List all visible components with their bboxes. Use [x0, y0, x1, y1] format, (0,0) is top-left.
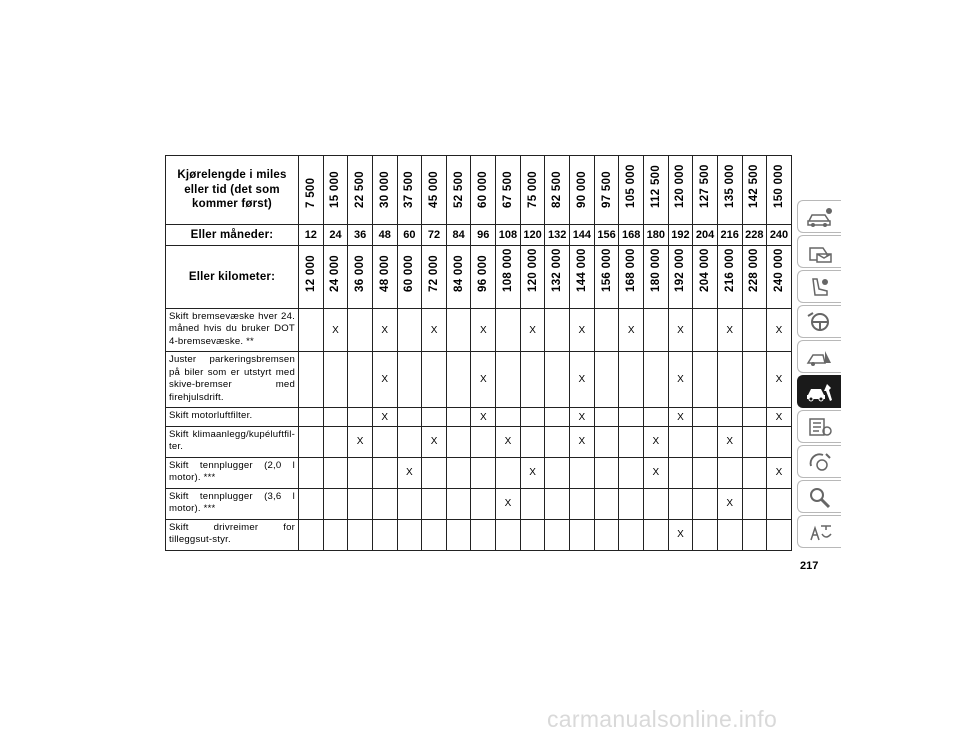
miles-label: Kjørelengde i miles eller tid (det som kommer først) — [166, 156, 299, 225]
task-mark — [397, 408, 422, 426]
miles-cell — [545, 156, 570, 225]
task-mark: X — [348, 426, 373, 457]
km-cell — [496, 246, 521, 309]
task-mark — [693, 457, 718, 488]
km-row — [166, 246, 792, 309]
km-value: 180 000 — [649, 248, 662, 292]
task-mark — [372, 426, 397, 457]
task-mark — [619, 426, 644, 457]
task-mark — [496, 457, 521, 488]
chapter-tab[interactable] — [797, 340, 841, 373]
task-row — [166, 426, 792, 457]
maintenance-schedule-table — [165, 155, 792, 551]
task-mark — [668, 426, 693, 457]
language-icon — [805, 520, 835, 544]
task-mark — [446, 352, 471, 408]
miles-cell — [520, 156, 545, 225]
task-mark — [446, 426, 471, 457]
task-mark — [594, 457, 619, 488]
km-value: 132 000 — [551, 248, 564, 292]
steering-wheel-icon — [805, 310, 835, 334]
miles-value: 7 500 — [304, 177, 317, 208]
task-mark — [545, 519, 570, 550]
task-row — [166, 457, 792, 488]
task-mark — [422, 519, 447, 550]
km-cell — [422, 246, 447, 309]
task-mark — [299, 352, 324, 408]
months-value: 72 — [422, 225, 447, 246]
task-mark: X — [717, 309, 742, 352]
months-value: 60 — [397, 225, 422, 246]
task-mark: X — [471, 352, 496, 408]
task-mark — [717, 519, 742, 550]
chapter-tab[interactable] — [797, 375, 841, 408]
task-row — [166, 408, 792, 426]
miles-cell — [323, 156, 348, 225]
task-mark: X — [717, 426, 742, 457]
task-mark — [742, 488, 767, 519]
task-mark — [323, 352, 348, 408]
task-mark — [520, 488, 545, 519]
months-value: 192 — [668, 225, 693, 246]
km-value: 60 000 — [403, 255, 416, 292]
miles-value: 90 000 — [575, 171, 588, 208]
crash-icon — [805, 345, 835, 369]
task-mark: X — [422, 309, 447, 352]
chapter-tabs — [797, 200, 841, 550]
task-mark — [348, 309, 373, 352]
miles-value: 30 000 — [378, 171, 391, 208]
months-value: 96 — [471, 225, 496, 246]
task-mark: X — [668, 408, 693, 426]
task-mark — [594, 519, 619, 550]
miles-cell — [693, 156, 718, 225]
task-mark — [619, 519, 644, 550]
task-mark — [348, 519, 373, 550]
months-value: 144 — [570, 225, 595, 246]
task-mark: X — [717, 488, 742, 519]
page-number: 217 — [800, 560, 819, 572]
km-cell — [471, 246, 496, 309]
miles-value: 82 500 — [551, 171, 564, 208]
months-value: 108 — [496, 225, 521, 246]
task-mark — [594, 426, 619, 457]
task-mark: X — [643, 426, 668, 457]
miles-value: 45 000 — [428, 171, 441, 208]
task-mark: X — [668, 352, 693, 408]
task-mark — [348, 408, 373, 426]
km-cell — [693, 246, 718, 309]
miles-cell — [348, 156, 373, 225]
months-value: 24 — [323, 225, 348, 246]
miles-cell — [299, 156, 324, 225]
task-row — [166, 488, 792, 519]
task-row — [166, 519, 792, 550]
chapter-tab[interactable] — [797, 235, 841, 268]
task-mark — [693, 352, 718, 408]
km-value: 96 000 — [477, 255, 490, 292]
task-mark — [717, 408, 742, 426]
task-mark — [545, 457, 570, 488]
task-label: Skift motorluftfilter. — [166, 408, 299, 426]
km-value: 108 000 — [501, 248, 514, 292]
task-mark — [643, 488, 668, 519]
task-mark — [299, 457, 324, 488]
task-mark — [594, 408, 619, 426]
km-value: 204 000 — [699, 248, 712, 292]
task-mark: X — [372, 352, 397, 408]
task-mark: X — [471, 408, 496, 426]
months-value: 84 — [446, 225, 471, 246]
task-mark: X — [668, 309, 693, 352]
task-mark — [422, 352, 447, 408]
km-value: 192 000 — [674, 248, 687, 292]
months-value: 240 — [767, 225, 792, 246]
task-mark — [545, 488, 570, 519]
task-row — [166, 309, 792, 352]
chapter-tab[interactable] — [797, 410, 841, 443]
task-mark — [496, 352, 521, 408]
task-mark: X — [372, 408, 397, 426]
task-mark: X — [323, 309, 348, 352]
task-mark — [446, 457, 471, 488]
task-mark — [643, 309, 668, 352]
miles-value: 105 000 — [625, 164, 638, 208]
task-label: Skift bremsevæske hver 24. måned hvis du bruker DOT 4-bremsevæske. ** — [166, 309, 299, 352]
miles-value: 75 000 — [526, 171, 539, 208]
car-info-icon — [805, 205, 835, 229]
task-mark — [643, 408, 668, 426]
task-mark — [372, 457, 397, 488]
task-mark — [496, 309, 521, 352]
km-value: 48 000 — [378, 255, 391, 292]
miles-cell — [619, 156, 644, 225]
chapter-tab[interactable] — [797, 200, 841, 233]
miles-cell — [668, 156, 693, 225]
task-mark — [323, 426, 348, 457]
task-mark — [397, 519, 422, 550]
task-mark: X — [496, 488, 521, 519]
km-value: 84 000 — [452, 255, 465, 292]
task-mark — [693, 488, 718, 519]
task-mark: X — [397, 457, 422, 488]
task-mark — [717, 457, 742, 488]
months-value: 36 — [348, 225, 373, 246]
miles-value: 97 500 — [600, 171, 613, 208]
km-value: 120 000 — [526, 248, 539, 292]
months-value: 48 — [372, 225, 397, 246]
task-mark — [594, 352, 619, 408]
km-cell — [717, 246, 742, 309]
miles-value: 15 000 — [329, 171, 342, 208]
task-mark — [446, 309, 471, 352]
task-mark — [545, 352, 570, 408]
km-cell — [397, 246, 422, 309]
miles-cell — [594, 156, 619, 225]
km-cell — [323, 246, 348, 309]
car-seat-icon — [805, 275, 835, 299]
task-mark — [299, 309, 324, 352]
miles-cell — [372, 156, 397, 225]
task-mark: X — [496, 426, 521, 457]
months-value: 132 — [545, 225, 570, 246]
km-cell — [372, 246, 397, 309]
task-mark — [323, 519, 348, 550]
km-cell — [643, 246, 668, 309]
task-mark — [570, 457, 595, 488]
km-value: 168 000 — [625, 248, 638, 292]
months-value: 156 — [594, 225, 619, 246]
task-mark — [594, 309, 619, 352]
task-mark: X — [767, 352, 792, 408]
task-mark — [471, 488, 496, 519]
task-mark — [767, 426, 792, 457]
task-mark: X — [668, 519, 693, 550]
chapter-tab[interactable] — [797, 480, 841, 513]
miles-cell — [471, 156, 496, 225]
search-icon — [805, 485, 835, 509]
miles-cell — [643, 156, 668, 225]
km-cell — [570, 246, 595, 309]
task-mark — [422, 408, 447, 426]
task-mark — [299, 519, 324, 550]
months-label: Eller måneder: — [166, 225, 299, 246]
task-mark — [471, 519, 496, 550]
miles-cell — [717, 156, 742, 225]
km-cell — [594, 246, 619, 309]
miles-value: 150 000 — [772, 164, 785, 208]
task-mark: X — [619, 309, 644, 352]
km-value: 156 000 — [600, 248, 613, 292]
task-mark — [668, 488, 693, 519]
task-mark — [619, 457, 644, 488]
task-label: Skift klimaanlegg/kupéluftfil-ter. — [166, 426, 299, 457]
months-value: 120 — [520, 225, 545, 246]
km-value: 144 000 — [575, 248, 588, 292]
task-mark — [496, 408, 521, 426]
miles-cell — [570, 156, 595, 225]
task-mark — [643, 352, 668, 408]
task-mark — [643, 519, 668, 550]
car-service-icon — [805, 380, 835, 404]
months-row — [166, 225, 792, 246]
task-mark — [348, 488, 373, 519]
km-cell — [742, 246, 767, 309]
task-mark — [323, 488, 348, 519]
task-mark: X — [570, 309, 595, 352]
task-mark — [446, 519, 471, 550]
multimedia-icon — [805, 450, 835, 474]
task-mark — [397, 309, 422, 352]
task-mark: X — [767, 309, 792, 352]
task-label: Skift drivreimer for tilleggsut-styr. — [166, 519, 299, 550]
task-mark — [520, 426, 545, 457]
task-mark — [742, 309, 767, 352]
task-mark — [299, 488, 324, 519]
months-value: 204 — [693, 225, 718, 246]
miles-cell — [767, 156, 792, 225]
km-label: Eller kilometer: — [166, 246, 299, 309]
chapter-tab[interactable] — [797, 445, 841, 478]
task-row — [166, 352, 792, 408]
miles-value: 112 500 — [649, 164, 662, 208]
miles-value: 142 500 — [748, 164, 761, 208]
task-mark — [446, 408, 471, 426]
km-value: 36 000 — [354, 255, 367, 292]
km-cell — [299, 246, 324, 309]
chapter-tab[interactable] — [797, 270, 841, 303]
km-value: 72 000 — [428, 255, 441, 292]
task-mark — [545, 309, 570, 352]
task-mark — [767, 488, 792, 519]
task-mark — [520, 519, 545, 550]
km-cell — [545, 246, 570, 309]
task-mark — [372, 519, 397, 550]
km-cell — [348, 246, 373, 309]
task-mark: X — [643, 457, 668, 488]
months-value: 228 — [742, 225, 767, 246]
km-value: 12 000 — [304, 255, 317, 292]
task-mark: X — [471, 309, 496, 352]
task-mark — [693, 408, 718, 426]
task-mark — [397, 352, 422, 408]
task-mark — [693, 309, 718, 352]
task-mark — [471, 426, 496, 457]
task-mark — [742, 457, 767, 488]
task-mark — [372, 488, 397, 519]
miles-value: 60 000 — [477, 171, 490, 208]
months-value: 12 — [299, 225, 324, 246]
miles-cell — [742, 156, 767, 225]
km-value: 240 000 — [772, 248, 785, 292]
task-mark — [446, 488, 471, 519]
task-mark — [693, 426, 718, 457]
miles-cell — [397, 156, 422, 225]
miles-value: 135 000 — [723, 164, 736, 208]
task-mark — [717, 352, 742, 408]
task-mark — [570, 519, 595, 550]
task-mark — [545, 408, 570, 426]
miles-cell — [496, 156, 521, 225]
task-mark — [742, 408, 767, 426]
watermark: carmanualsonline.info — [547, 706, 778, 732]
task-mark — [422, 488, 447, 519]
task-mark — [422, 457, 447, 488]
task-label: Juster parkeringsbremsen på biler som er utstyrt med skive-bremser med firehjulsdrift. — [166, 352, 299, 408]
task-mark: X — [570, 408, 595, 426]
task-mark: X — [570, 426, 595, 457]
task-mark — [619, 488, 644, 519]
miles-value: 67 500 — [501, 171, 514, 208]
km-cell — [668, 246, 693, 309]
task-mark — [397, 426, 422, 457]
task-mark — [520, 352, 545, 408]
task-mark: X — [767, 408, 792, 426]
task-mark — [299, 408, 324, 426]
task-mark — [397, 488, 422, 519]
chapter-tab[interactable] — [797, 305, 841, 338]
task-mark — [323, 408, 348, 426]
task-mark — [570, 488, 595, 519]
km-value: 24 000 — [329, 255, 342, 292]
months-value: 168 — [619, 225, 644, 246]
km-cell — [767, 246, 792, 309]
task-label: Skift tennplugger (2,0 l motor). *** — [166, 457, 299, 488]
miles-value: 37 500 — [403, 171, 416, 208]
task-mark — [323, 457, 348, 488]
task-mark — [619, 408, 644, 426]
task-mark — [545, 426, 570, 457]
miles-cell — [422, 156, 447, 225]
task-mark — [742, 519, 767, 550]
km-cell — [446, 246, 471, 309]
task-mark — [299, 426, 324, 457]
task-mark: X — [570, 352, 595, 408]
task-mark — [619, 352, 644, 408]
task-mark: X — [767, 457, 792, 488]
mail-warning-icon — [805, 240, 835, 264]
task-mark — [594, 488, 619, 519]
miles-value: 52 500 — [452, 171, 465, 208]
miles-row — [166, 156, 792, 225]
km-value: 216 000 — [723, 248, 736, 292]
task-mark — [693, 519, 718, 550]
task-mark — [767, 519, 792, 550]
task-mark — [742, 352, 767, 408]
km-cell — [520, 246, 545, 309]
task-mark — [471, 457, 496, 488]
miles-cell — [446, 156, 471, 225]
task-mark: X — [422, 426, 447, 457]
months-value: 180 — [643, 225, 668, 246]
miles-value: 127 500 — [699, 164, 712, 208]
months-value: 216 — [717, 225, 742, 246]
km-value: 228 000 — [748, 248, 761, 292]
task-mark — [668, 457, 693, 488]
task-mark: X — [520, 457, 545, 488]
task-mark — [520, 408, 545, 426]
miles-value: 22 500 — [354, 171, 367, 208]
chapter-tab[interactable] — [797, 515, 841, 548]
task-mark — [348, 457, 373, 488]
task-label: Skift tennplugger (3,6 l motor). *** — [166, 488, 299, 519]
miles-value: 120 000 — [674, 164, 687, 208]
task-mark: X — [520, 309, 545, 352]
km-cell — [619, 246, 644, 309]
task-mark: X — [372, 309, 397, 352]
checklist-icon — [805, 415, 835, 439]
task-mark — [496, 519, 521, 550]
task-mark — [348, 352, 373, 408]
task-mark — [742, 426, 767, 457]
